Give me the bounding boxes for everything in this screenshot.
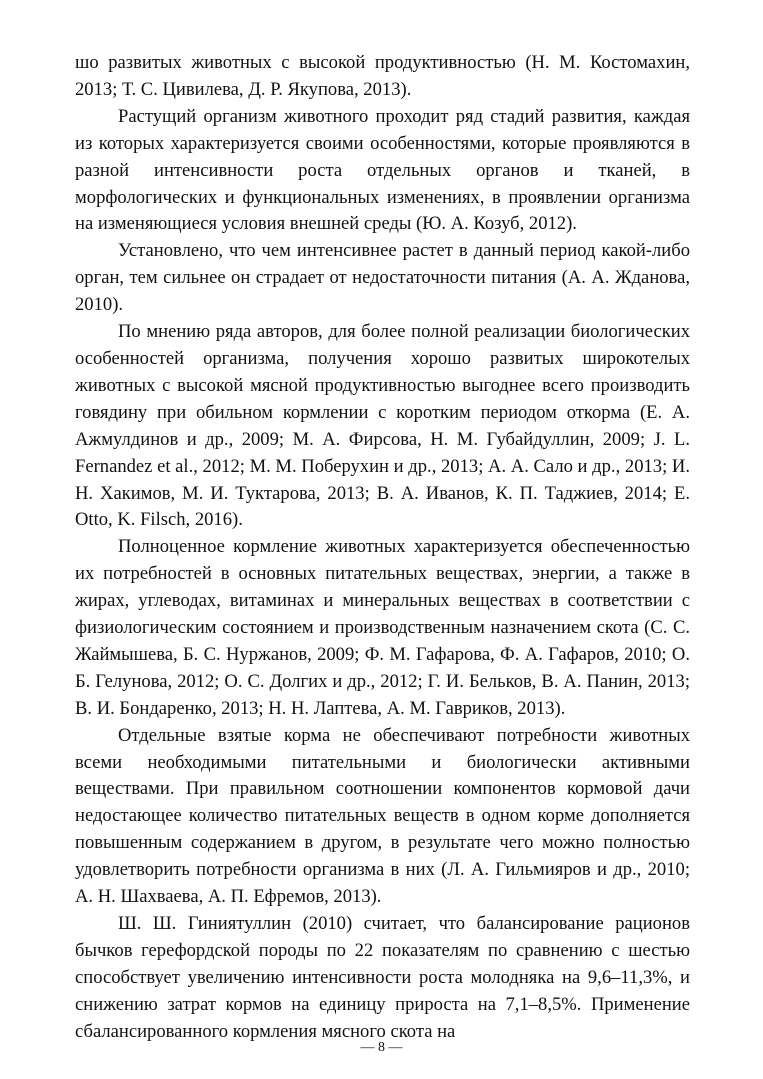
paragraph: По мнению ряда авторов, для более полной реализации биологических особенностей организма, получения хорошо развитых широкотелых животных с высокой мясной продуктивностью выгоднее всего производить говядину при обильном кормлении с коротким периодом откорма (Е. А. Ажмулдинов и др., 2009; М. А. Фирсова, Н. М. Губайдуллин, 2009; J. L. Fernandez et al., 2012; М. М. Поберухин и др., 2013; А. А. Сало и др., 2013; И. Н. Хакимов, М. И. Туктарова, 2013; В. А. Иванов, К. П. Таджиев, 2014; E. Otto, K. Filsch, 2016).: [75, 321, 690, 531]
page-number: — 8 —: [360, 1040, 403, 1055]
paragraph: Установлено, что чем интенсивнее растет в данный период какой-либо орган, тем сильнее он страдает от недостаточности питания (А. А. Жданова, 2010).: [75, 240, 690, 316]
paragraph: Отдельные взятые корма не обеспечивают потребности животных всеми необходимыми питательными и биологически активными веществами. При правильном соотношении компонентов кормовой дачи недостающее количество питательных веществ в одном корме дополняется повышенным содержанием в другом, в результате чего можно полностью удовлетворить потребности организма в них (Л. А. Гильмияров и др., 2010; А. Н. Шахваева, А. П. Ефремов, 2013).: [75, 724, 690, 908]
paragraph: Полноценное кормление животных характеризуется обеспеченностью их потребностей в основных питательных веществах, энергии, а также в жирах, углеводах, витаминах и минеральных веществах в соответствии с физиологическим состоянием и производственным назначением скота (С. С. Жаймышева, Б. С. Нуржанов, 2009; Ф. М. Гафарова, Ф. А. Гафаров, 2010; О. Б. Гелунова, 2012; О. С. Долгих и др., 2012; Г. И. Бельков, В. А. Панин, 2013; В. И. Бондаренко, 2013; Н. Н. Лаптева, А. М. Гавриков, 2013).: [75, 536, 690, 719]
paragraph: Растущий организм животного проходит ряд стадий развития, каждая из которых характеризуется своими особенностями, которые проявляются в разной интенсивности роста отдельных органов и тканей, в морфологических и функциональных изменениях, в проявлении организма на изменяющиеся условия внешней среды (Ю. А. Козуб, 2012).: [75, 105, 690, 235]
paragraph: Ш. Ш. Гиниятуллин (2010) считает, что балансирование рационов бычков герефордской породы по 22 показателям по сравнению с шестью способствует увеличению интенсивности роста молодняка на 9,6–11,3%, и снижению затрат кормов на единицу прироста на 7,1–8,5%. Применение сбалансированного кормления мясного скота на: [75, 913, 690, 1042]
paragraph: шо развитых животных с высокой продуктивностью (Н. М. Костомахин, 2013; Т. С. Цивилева, Д. Р. Якупова, 2013).: [75, 52, 690, 100]
page-body: [75, 50, 690, 1046]
